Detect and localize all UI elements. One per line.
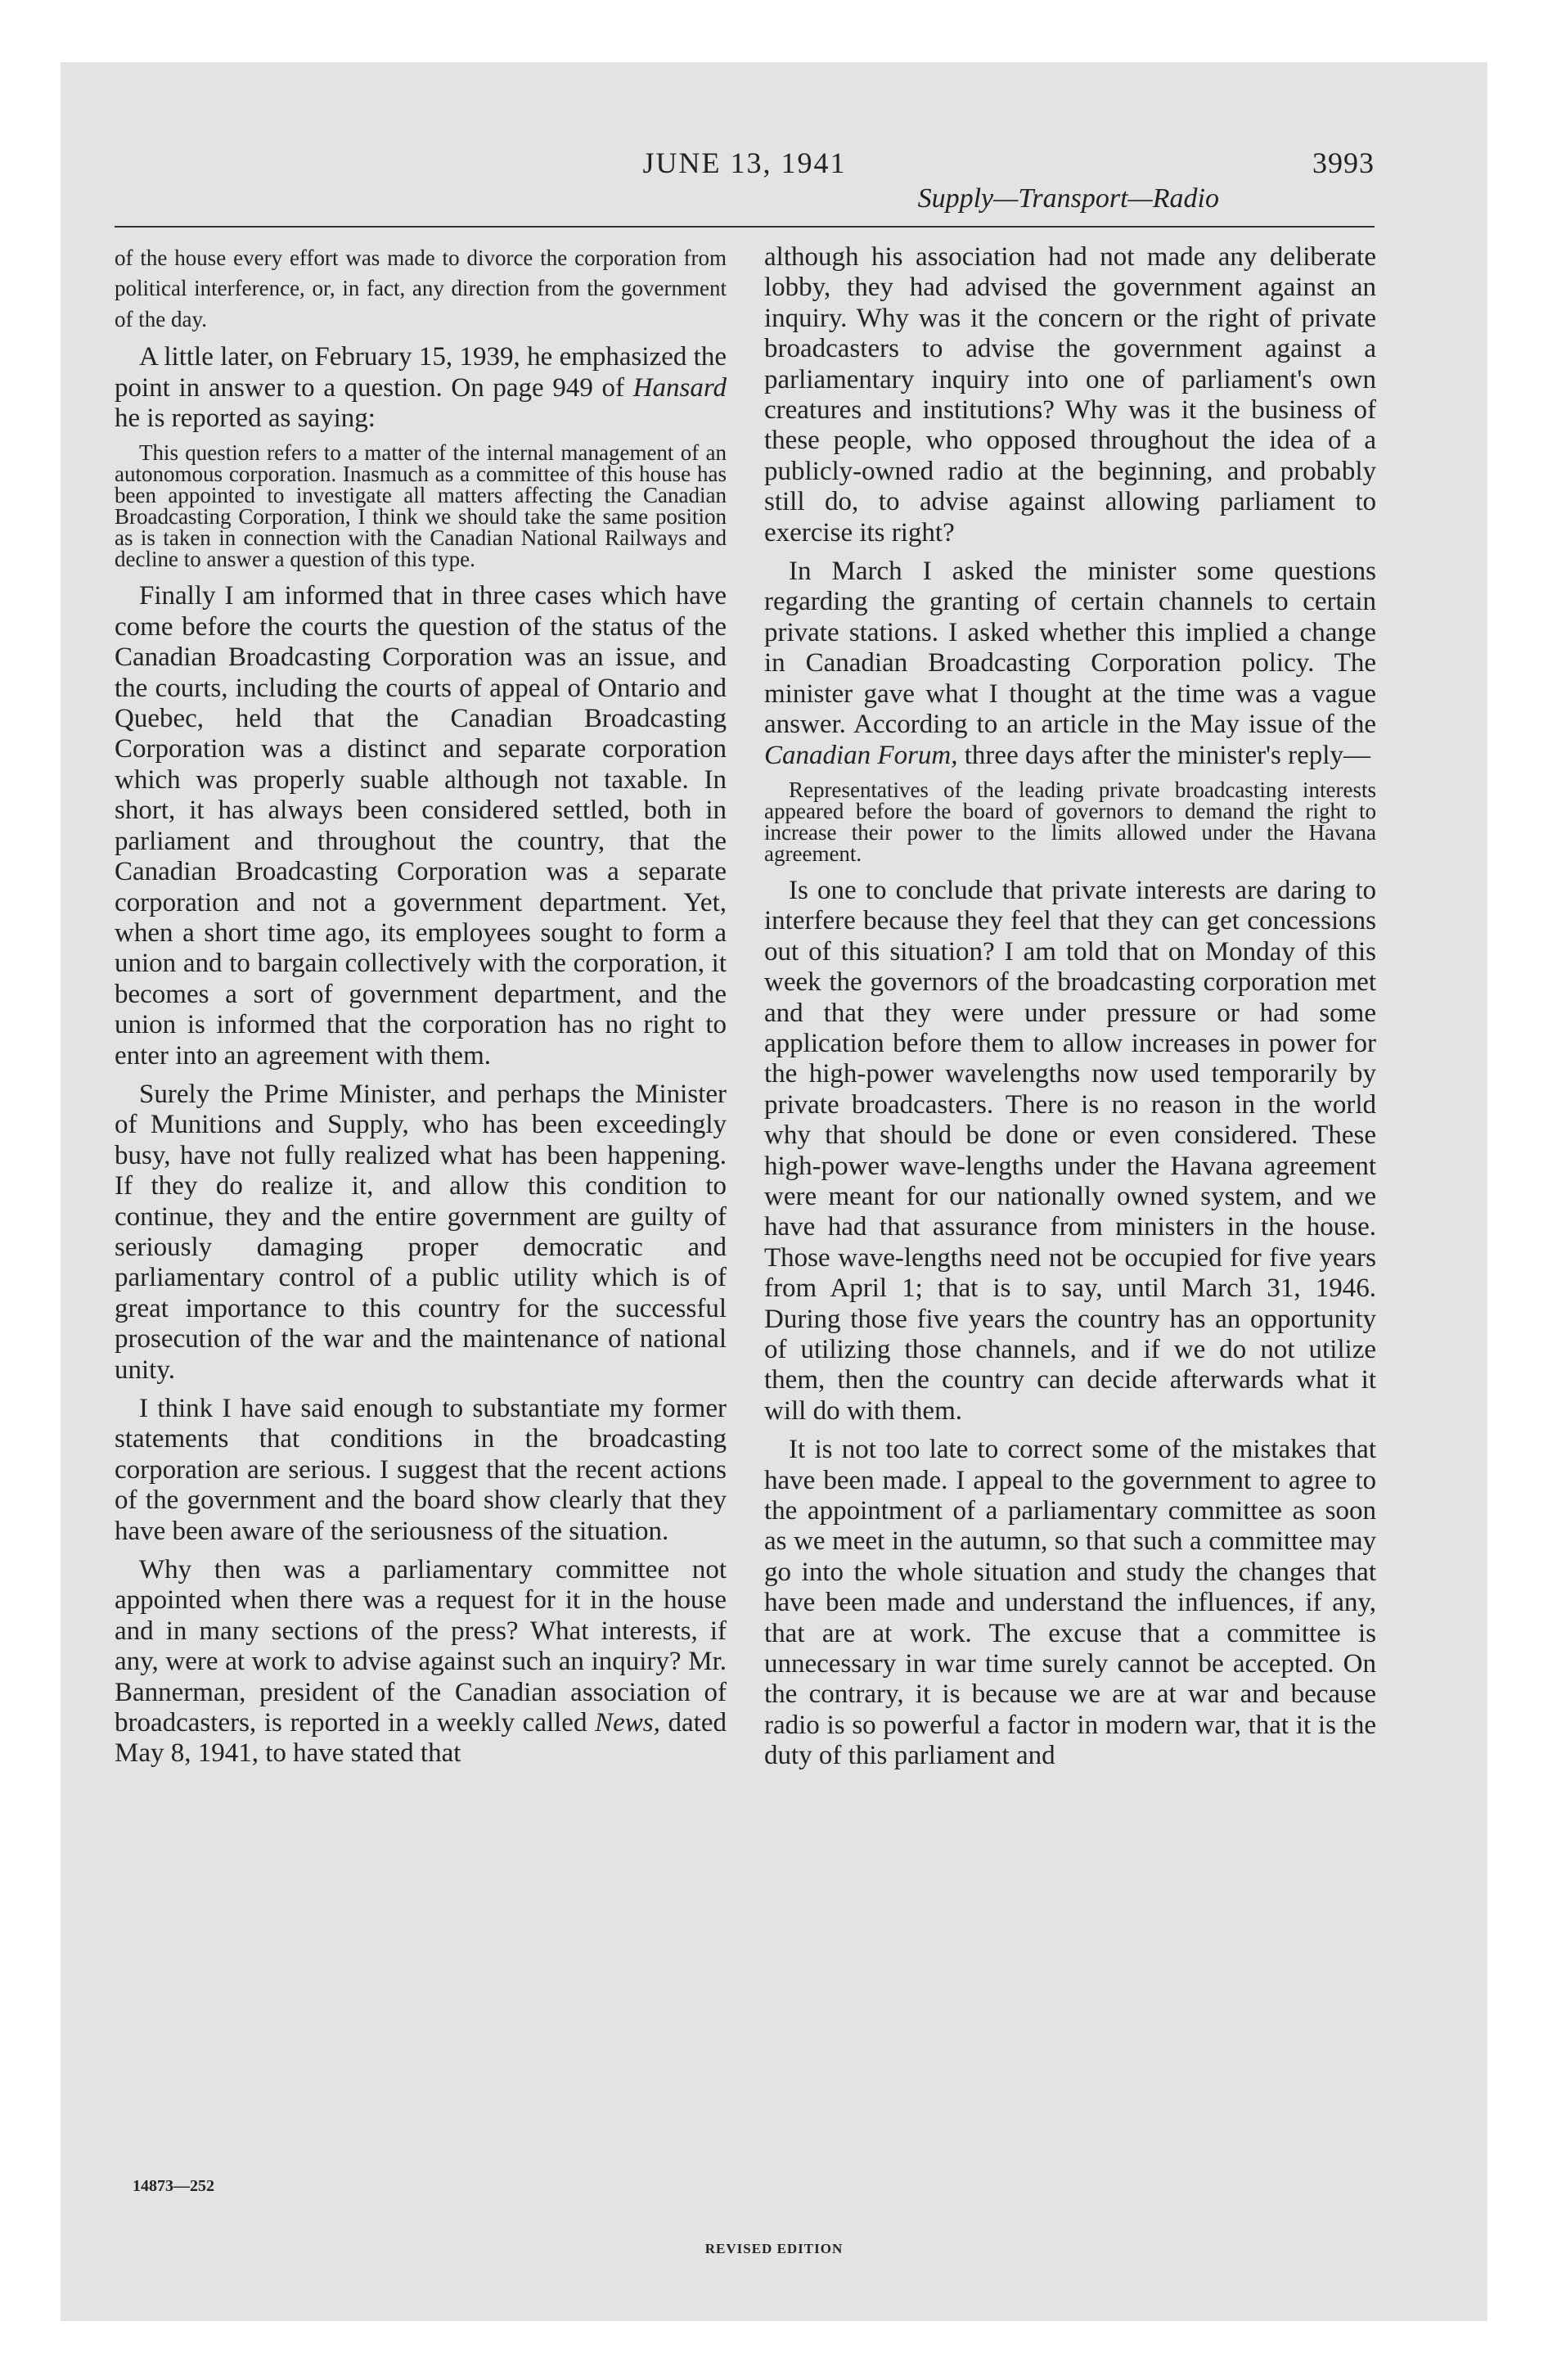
block-quote: This question refers to a matter of the internal management of an autonomous corporation. Inasmuch as a committee of this house has been appointed to investigate all matters affecting the Canadian Broadcasting Corporation, I think we should take the same position as is taken in connection with the Canadian National Railways and decline to answer a question of this type. [115, 440, 727, 572]
paragraph: In March I asked the minister some questions regarding the granting of certain channels to certain private stations. I asked whether this implied a change in Canadian Broadcasting Corporation policy. The minister gave what I thought at the time was a vague answer. According to an article in the May issue of the Canadian Forum, three days after the minister's reply— [764, 557, 1376, 770]
paragraph: Why then was a parliamentary committee not appointed when there was a request for it in the house and in many sections of the press? What interests, if any, were at work to advise against such an inquiry? Mr. Bannerman, president of the Canadian association of broadcasters, is reported in a weekly called News, dated May 8, 1941, to have stated that [115, 1555, 727, 1769]
right-column [764, 242, 1376, 2190]
paragraph: It is not too late to correct some of the mistakes that have been made. I appeal to the government to agree to the appointment of a parliamentary committee as soon as we meet in the autumn, so that such a committee may go into the whole situation and study the changes that have been made and understand the influences, if any, that are at work. The excuse that a committee is unnecessary in war time surely cannot be accepted. On the contrary, it is because we are at war and because radio is so powerful a factor in modern war, that it is the duty of this parliament and [764, 1435, 1376, 1771]
header-date: JUNE 13, 1941 [642, 146, 847, 179]
hansard-italic: Hansard [632, 372, 727, 403]
printing-code: 14873—252 [133, 2177, 214, 2195]
paragraph: I think I have said enough to substantiate my former statements that conditions in the broadcasting corporation are serious. I suggest that the recent actions of the government and the board show clearly that they have been aware of the seriousness of the situation. [115, 1394, 727, 1546]
paragraph [115, 242, 727, 334]
header-rule [115, 226, 1375, 228]
news-italic: News, [595, 1708, 660, 1738]
paragraph-continued-text: of the house every effort was made to divorce the corporation from political interference, or, in fact, any direction from the government of the day. [115, 246, 727, 331]
canadian-forum-italic: Canadian Forum, [764, 740, 958, 770]
edition-label: REVISED EDITION [704, 2241, 844, 2256]
left-column [115, 242, 727, 2190]
header-subject: Supply—Transport—Radio [917, 183, 1219, 214]
paragraph: although his association had not made any deliberate lobby, they had advised the government against an inquiry. Why was it the concern or the right of private broadcasters to advise the government against a parliamentary inquiry into one of parliament's own creatures and institutions? Why was it the business of these people, who opposed throughout the idea of a publicly-owned radio at the beginning, and probably still do, to advise against allowing parliament to exercise its right? [764, 242, 1376, 548]
paragraph: Is one to conclude that private interests are daring to interfere because they feel that they can get concessions out of this situation? I am told that on Monday of this week the governors of the broadcasting corporation met and that they were under pressure or had some application before them to allow increases in power for the high-power wavelengths now used temporarily by private broadcasters. There is no reason in the world why that should be done or even considered. These high-power wave-lengths under the Havana agreement were meant for our nationally owned system, and we have had that assurance from ministers in the house. Those wave-lengths need not be occupied for five years from April 1; that is to say, until March 31, 1946. During those five years the country has an opportunity of utilizing those channels, and if we do not utilize them, then the country can decide afterwards what it will do with them. [764, 875, 1376, 1426]
block-quote: Representatives of the leading private broadcasting interests appeared before the board of governors to demand the right to increase their power to the limits allowed under the Havana agreement. [764, 777, 1376, 866]
page-number: 3993 [1312, 146, 1375, 179]
paragraph: Surely the Prime Minister, and perhaps the Minister of Munitions and Supply, who has been exceedingly busy, have not fully realized what has been happening. If they do realize it, and allow this condition to continue, they and the entire government are guilty of seriously damaging proper democratic and parliamentary control of a public utility which is of great importance to this country for the successful prosecution of the war and the maintenance of national unity. [115, 1079, 727, 1385]
paragraph: A little later, on February 15, 1939, he emphasized the point in answer to a question. On page 949 of Hansard he is reported as saying: [115, 342, 727, 434]
paragraph: Finally I am informed that in three cases which have come before the courts the question of the status of the Canadian Broadcasting Corporation was an issue, and the courts, including the courts of appeal of Ontario and Quebec, held that the Canadian Broadcasting Corporation was a distinct and separate corporation which was properly suable although not taxable. In short, it has always been considered settled, both in parliament and throughout the country, that the Canadian Broadcasting Corporation was a separate corporation and not a government department. Yet, when a short time ago, its employees sought to form a union and to bargain collectively with the corporation, it becomes a sort of government department, and the union is informed that the corporation has no right to enter into an agreement with them. [115, 581, 727, 1071]
